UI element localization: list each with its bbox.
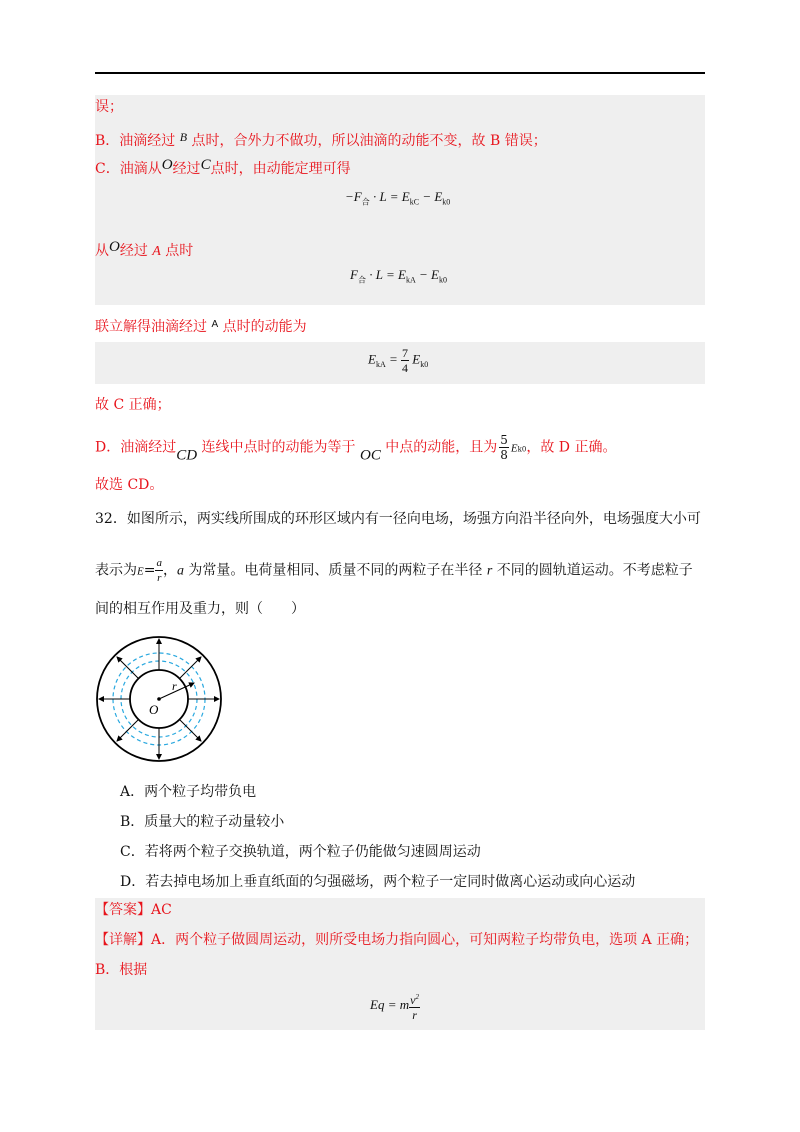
question-line-2: 表示为E= $\frac{a}{r}$ ，a 为常量。电荷量相同、质量不同的两粒子在半径 r 不同的圆轨道运动。不考虑粒子 xyxy=(95,557,693,584)
answer-line: 【答案】AC xyxy=(95,902,172,918)
solution-line-choose: 故选 CD。 xyxy=(95,477,164,493)
detail-line-b: B．根据 xyxy=(95,962,148,978)
detail-line-a: 【详解】A．两个粒子做圆周运动，则所受电场力指向圆心，可知两粒子均带负电，选项 A 正确； xyxy=(95,932,699,948)
solution-line-b: B．油滴经过 B 点时，合外力不做功，所以油滴的动能不变，故 B 错误； xyxy=(95,130,547,149)
radius-label: r xyxy=(172,679,177,693)
equation-1: $-F_合 \cdot L = E_{kC} - E_{k0}$ xyxy=(345,189,451,207)
equation-3: $E_{kA}$ = $\frac{7}{4}$ $E_{k0}$ xyxy=(368,346,429,375)
option-d: D．若去掉电场加上垂直纸面的匀强磁场，两个粒子一定同时做离心运动或向心运动 xyxy=(120,874,636,890)
option-c: C．若将两个粒子交换轨道，两个粒子仍能做匀速圆周运动 xyxy=(120,844,481,860)
equation-2: $F_合 \cdot L = E_{kA} - E_{k0}$ xyxy=(350,267,447,285)
solution-line-c-correct: 故 C 正确； xyxy=(95,397,171,413)
option-a: A．两个粒子均带负电 xyxy=(120,784,257,800)
option-b: B．质量大的粒子动量较小 xyxy=(120,814,285,830)
center-label: O xyxy=(149,702,159,717)
solution-line-d: D．油滴经过CD 连线中点时的动能为等于 OC 中点的动能，且为 $\frac{5}{8}$ Ek0，故 D 正确。 xyxy=(95,433,617,464)
equation-eq: Eq = m $\frac{v^2}{r}$ xyxy=(370,990,420,1022)
question-line-3: 间的相互作用及重力，则（ ） xyxy=(95,601,305,617)
question-line-1: 32．如图所示，两实线所围成的环形区域内有一径向电场，场强方向沿半径向外，电场强度大小可 xyxy=(95,511,701,527)
ring-field-figure xyxy=(90,630,230,770)
center-dot xyxy=(157,697,161,701)
solution-line-1: 误； xyxy=(95,99,123,115)
solution-line-c: C．油滴从O经过C点时，由动能定理可得 xyxy=(95,157,351,177)
solution-line-combined: 联立解得油滴经过 $^A$ 点时的动能为 xyxy=(95,319,307,335)
header-rule xyxy=(95,72,705,74)
solution-line-from-o: 从O经过 A 点时 xyxy=(95,239,194,259)
